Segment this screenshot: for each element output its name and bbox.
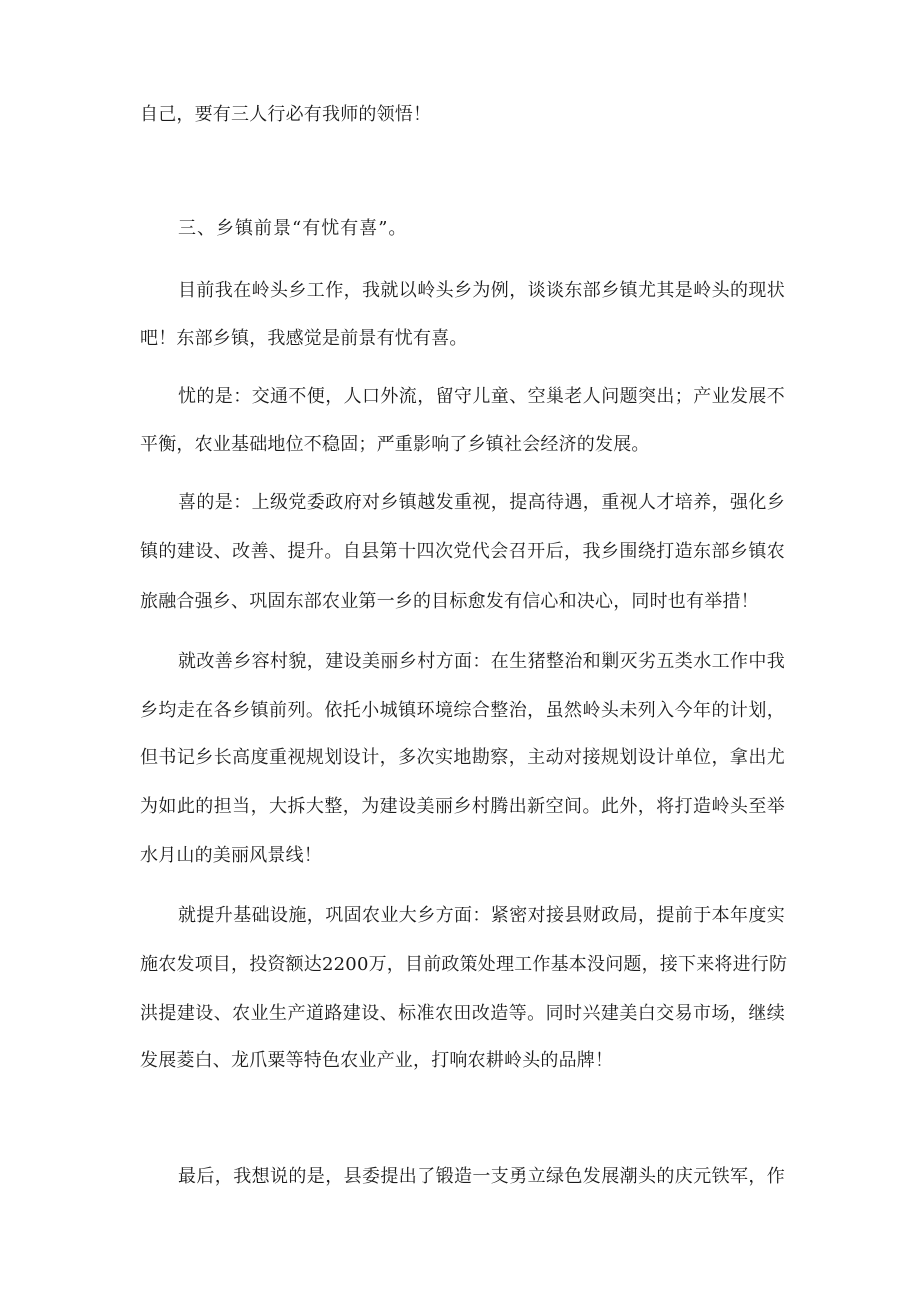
paragraph-line: 水月山的美丽风景线！ — [140, 845, 322, 866]
paragraph-line: 目前我在岭头乡工作，我就以岭头乡为例，谈谈东部乡镇尤其是岭头的现状 — [178, 280, 785, 301]
continuation-line: 自己，要有三人行必有我师的领悟！ — [140, 104, 432, 125]
paragraph-line: 镇的建设、改善、提升。自县第十四次党代会召开后，我乡围绕打造东部乡镇农 — [140, 541, 785, 562]
paragraph-line: 忧的是：交通不便，人口外流，留守儿童、空巢老人问题突出；产业发展不 — [178, 386, 785, 407]
paragraph-line: 洪提建设、农业生产道路建设、标准农田改造等。同时兴建美白交易市场，继续 — [140, 1003, 785, 1024]
paragraph-line: 发展菱白、龙爪粟等特色农业产业，打响农耕岭头的品牌！ — [140, 1050, 614, 1071]
section-heading: 三、乡镇前景“有忧有喜”。 — [178, 218, 408, 239]
paragraph-line: 喜的是：上级党委政府对乡镇越发重视，提高待遇，重视人才培养，强化乡 — [178, 492, 785, 513]
paragraph-line: 吧！东部乡镇，我感觉是前景有忧有喜。 — [140, 328, 468, 349]
paragraph-line: 就改善乡容村貌，建设美丽乡村方面：在生猪整治和剿灭劣五类水工作中我 — [178, 651, 785, 672]
paragraph-line: 就提升基础设施，巩固农业大乡方面：紧密对接县财政局，提前于本年度实 — [178, 905, 785, 926]
paragraph-line: 旅融合强乡、巩固东部农业第一乡的目标愈发有信心和决心，同时也有举措！ — [140, 591, 759, 612]
paragraph-line: 平衡，农业基础地位不稳固；严重影响了乡镇社会经济的发展。 — [140, 434, 650, 455]
paragraph-line: 为如此的担当，大拆大整，为建设美丽乡村腾出新空间。此外，将打造岭头至举 — [140, 796, 785, 817]
paragraph-line: 但书记乡长高度重视规划设计，多次实地勘察，主动对接规划设计单位，拿出尤 — [140, 747, 785, 768]
paragraph-line: 乡均走在各乡镇前列。依托小城镇环境综合整治，虽然岭头未列入今年的计划， — [140, 700, 785, 721]
paragraph-line: 最后，我想说的是，县委提出了锻造一支勇立绿色发展潮头的庆元铁军，作 — [178, 1166, 785, 1187]
paragraph-line: 施农发项目，投资额达2200万，目前政策处理工作基本没问题，接下来将进行防 — [140, 954, 788, 975]
